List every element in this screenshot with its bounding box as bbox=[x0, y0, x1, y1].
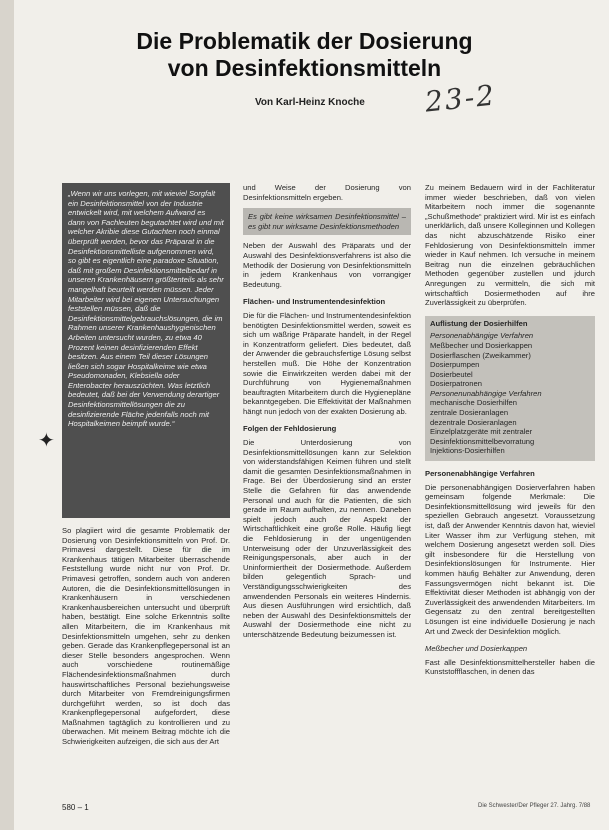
list-item: zentrale Dosieranlagen bbox=[430, 408, 509, 418]
section-heading-flaechen: Flächen- und Instrumentendesinfektion bbox=[243, 297, 386, 307]
section-heading-folgen: Folgen der Fehldosierung bbox=[243, 424, 337, 434]
dosierhilfen-box bbox=[425, 316, 595, 461]
box-list-2 bbox=[430, 398, 590, 456]
pull-quote-text: „Wenn wir uns vorlegen, mit wieviel Sorgfalt ein Desinfektionsmittel von der Industrie entwickelt wird, mit welchem Aufwand es dann von Fachleuten begutachtet wird und mit welcher Akribie diese Gutachten noch einmal überprüft werden, bevor das Präparat in die Desinfektionsmittelliste aufgenommen wird, so gibt es eigentlich eine paradoxe Situation, daß mit großem Desinfektionsmittelbedarf in unseren Krankenhäusern größtenteils als sehr mangelhaft beurteilt werden müssen. Jeder Mitarbeiter wird bei eigenen Untersuchungen feststellen müssen, daß die Desinfektionsmittelgebrauchslösungen, die im Rahmen unserer Krankenhaushygienischen Arbeiten untersucht wurden, zu etwa 40 Prozent keinen desinfizierenden Effekt besitzen. Aus einem Teil dieser Lösungen ließen sich sogar Hospitalkeime wie etwa Pseudomonaden, Klebsiella oder Enterobacter herauszüchten. Was letztlich bedeutet, daß bei der Verwendung derartiger Desinfektionsmittellösungen die zu desinfizierende Fläche jedenfalls noch mit Hospitalkeimen beimpft wurde.“ bbox=[68, 189, 224, 429]
section-heading-personen: Personenabhängige Verfahren bbox=[425, 469, 535, 479]
list-item: Dosierbeutel bbox=[430, 369, 473, 379]
column-3 bbox=[425, 183, 595, 795]
list-item: mechanische Dosierhilfen bbox=[430, 398, 517, 408]
list-item: Dosierpatronen bbox=[430, 379, 482, 389]
column-1 bbox=[62, 526, 230, 796]
author-line: Von Karl-Heinz Knoche bbox=[255, 97, 365, 108]
section-heading-messbecher: Meßbecher und Dosierkappen bbox=[425, 644, 528, 654]
handwritten-annotation: 23-2 bbox=[423, 78, 498, 119]
list-item: dezentrale Dosieranlagen bbox=[430, 417, 517, 427]
list-item: Meßbecher und Dosierkappen bbox=[430, 340, 533, 350]
pull-quote bbox=[62, 183, 230, 518]
column-3-paragraph-1: Zu meinem Bedauern wird in der Fachliteratur immer wieder beschrieben, daß von vielen Mitarbeitern noch immer die sogenannte „Schußmethode“ praktiziert wird. Mir ist es einfach unerklärlich, daß unsere Kolleginnen und Kollegen das nicht abzuschätzende Risiko einer Fehldosierung von Desinfektionsmitteln immer wieder in Kauf nehmen. Ich versuche in meinem Beitrag nun die einzelnen gebräuchlichen Methoden gegenüber zustellen und jdurch Anregungen zu vermitteln, die sich mit wirtschaftlich Dosiermethoden auf ihre Zuverlässigkeit zu überprüfen. bbox=[425, 183, 595, 308]
page-edge-shadow bbox=[0, 0, 14, 830]
box-subheading-1: Personenabhängige Verfahren bbox=[430, 331, 534, 341]
margin-mark-icon: ✦ bbox=[38, 430, 55, 452]
column-1-text: So plagiiert wird die gesamte Problematik der Dosierung von Desinfektionsmitteln von Prof. Dr. Primavesi dargestellt. Diese für die im Krankenhaus tätigen Mitarbeiter überraschende Feststellung wurde nicht nur von Prof. Dr. Primavesi getroffen, sondern auch von anderen Autoren, die die Desinfektionsmittellösungen in Krankenhäusern in verschiedenen Krankenhausbereichen untersucht und überprüft haben, bestätigt. Eine solche Erkenntnis sollte allen Mitarbeitern, die im Krankenhaus mit Desinfektionsmitteln umgehen, sehr zu denken geben. Gerade das Krankenpflegepersonal ist an dieser Stelle besonders angesprochen. Wenn auch vorschiedene routinemäßige Flächendesinfektionsmaßnahmen durch hauswirtschaftliches Personal beziehungsweise durch Mitarbeiter von Fremdreinigungsfirmen durchgeführt werden, so ist doch das Krankenpflegepersonal aufgefordert, diese Maßnahmen tagtäglich zu kontrollieren und zu überwachen. Mit meinem Beitrag möchte ich die Schwierigkeiten aufzeigen, die sich aus der Art bbox=[62, 526, 230, 747]
highlight-text: Es gibt keine wirksamen Desinfektionsmittel – es gibt nur wirksame Desinfektionsmethoden bbox=[248, 212, 406, 231]
box-list-1 bbox=[430, 341, 590, 389]
list-item: Dosierpumpen bbox=[430, 360, 480, 370]
column-2-paragraph-3: Die Unterdosierung von Desinfektionsmittellösungen kann zur Selektion von widerstandsfähigen Keimen führen und stellt damit die gesamten Desinfektionsmaßnahmen in Frage. Bei der Überdosierung sind an erster Stelle die Gefahren für das anwendende Personal und auch für die Patienten, die sich gerade im Raum aufhalten, zu nennen. Daneben spielt jedoch auch der Aspekt der Wirtschaftlichkeit eine große Rolle. Häufig liegt die Fehldosierung in der ungenügenden Unterweisung oder der Unzuverlässigkeit des Reinigungspersonals, aber auch in der Uninformiertheit der Dosiermethode. Außerdem bilden gelegentlich Sprach- und Verständigungsschwierigkeiten des anwendenden Personals ein weiteres Hindernis. Aus diesen Ausführungen wird ersichtlich, daß neben der Auswahl des Desinfektionsmittels der Auswahl der Dosiermethode eine nicht zu unterschätzende Bedeutung beizumessen ist. bbox=[243, 438, 411, 639]
column-3-paragraph-2: Die personenabhängigen Dosierverfahren haben gemeinsam folgende Merkmale: Die Desinfektionsmittellösung wird jeweils für den speziellen Gebrauch angesetzt. Voraussetzung ist, daß der Anwender Kenntnis davon hat, wieviel Liter Wasser ihm zur Verfügung stehen, mit welchem Dosierung angesetzt werden soll. Dies gilt insbesondere für die Herstellung von Desinfektionslösungen für Instrumente. Hier kommen häufig Behälter zur Anwendung, deren Fassungsvermögen nicht bekannt ist. Die Effektivität dieser Methoden ist abhängig von der Zuverlässigkeit des anwendenden Mitarbeiters. Im Gegensatz zu den zentral bereitgestellten Lösungen ist eine individuelle Dosierung je nach Art und Zweck der Desinfektion möglich. bbox=[425, 482, 595, 636]
list-item: Injektions-Dosierhilfen bbox=[430, 446, 505, 456]
column-2-intro: und Weise der Dosierung von Desinfektionsmitteln ergeben. bbox=[243, 183, 411, 202]
column-2-paragraph-1: Neben der Auswahl des Präparats und der Auswahl des Desinfektionsverfahrens ist also die Methodik der Dosierung von Desinfektionsmitteln in jedem Krankenhaus von vorrangiger Bedeutung. bbox=[243, 241, 411, 289]
list-item: Dosierflaschen (Zweikammer) bbox=[430, 350, 531, 360]
title-line-1: Die Problematik der Dosierung bbox=[136, 28, 473, 54]
column-3-paragraph-3: Fast alle Desinfektionsmittelhersteller haben die Kunststoffflaschen, in denen das bbox=[425, 657, 595, 677]
journal-footer: Die Schwester/Der Pfleger 27. Jahrg. 7/88 bbox=[478, 803, 591, 809]
column-2-paragraph-2: Die für die Flächen- und Instrumentendesinfektion benötigten Desinfektionsmittel werden, soweit es sich um wäßrige Präparate handelt, in der Regel in Konzentratform geliefert. Dies bedeutet, daß der Anwender die gebrauchsfertige Lösung selbst herstellen muß. Die Höhe der Konzentration sowie die Einwirkzeiten werden dabei mit der Durchführung von Hygienemaßnahmen beauftragten Mitarbeitern durch die Hygienepläne bekanntgegeben. Die Effektivität der Maßnahmen hängt nun jedoch von der exakten Dosierung ab. bbox=[243, 310, 411, 416]
column-2 bbox=[243, 183, 411, 795]
box-title: Auflistung der Dosierhilfen bbox=[430, 318, 528, 328]
highlight-box bbox=[243, 208, 411, 235]
list-item: Einzelplatzgeräte mit zentraler Desinfektionsmittelbevorratung bbox=[430, 427, 535, 446]
article-title bbox=[0, 28, 609, 82]
title-line-2: von Desinfektionsmitteln bbox=[167, 55, 442, 81]
page-number: 580 – 1 bbox=[62, 803, 89, 812]
box-subheading-2: Personenunabhängige Verfahren bbox=[430, 388, 542, 398]
